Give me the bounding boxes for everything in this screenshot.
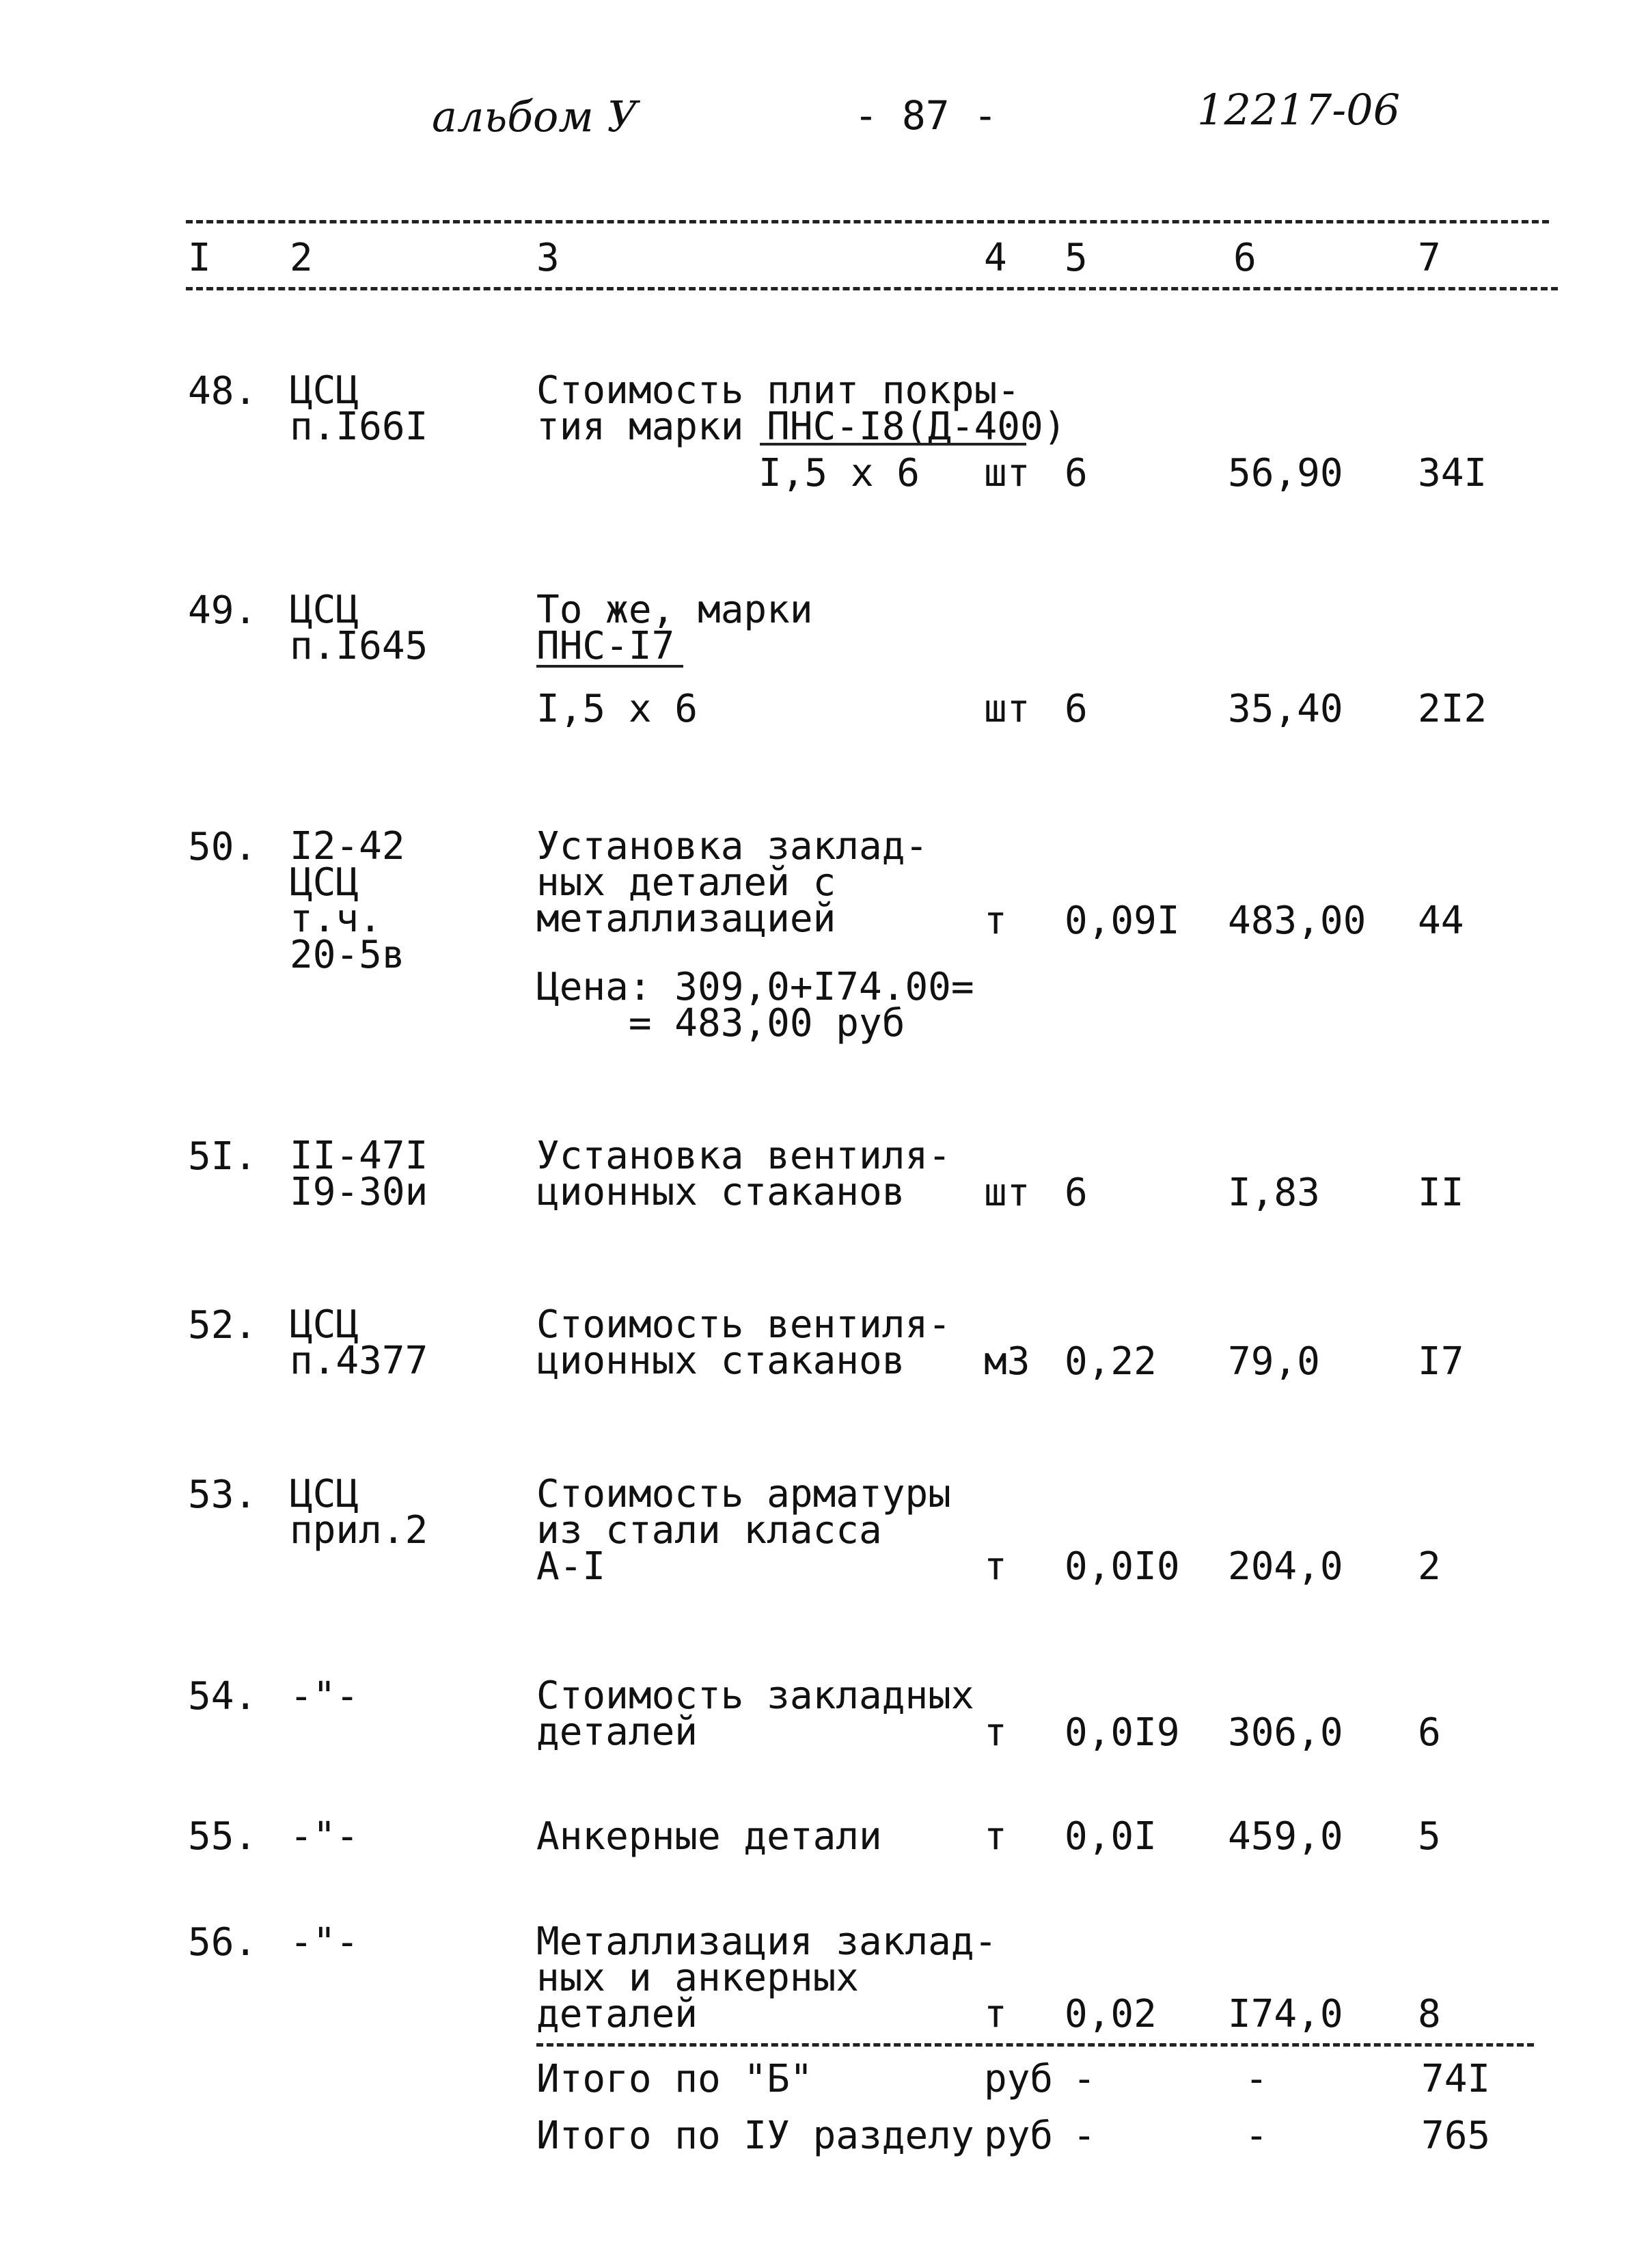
- row-48-total: 34I: [1418, 451, 1487, 495]
- row-48-unit: шт: [984, 451, 1030, 495]
- row-48-description: Стоимость плит покры- тия марки ПНС-I8(Д-400): [536, 368, 1067, 449]
- row-53-number: 53.: [188, 1473, 258, 1517]
- total-b-price: -: [1245, 2057, 1268, 2101]
- row-49-description: То же, марки ПНС-I7: [536, 588, 813, 668]
- row-49-total: 2I2: [1418, 687, 1487, 731]
- row-51-quantity: 6: [1065, 1171, 1088, 1215]
- total-b-unit: руб: [984, 2057, 1054, 2101]
- row-51-number: 5I.: [188, 1134, 258, 1179]
- row-49-unit: шт: [984, 687, 1030, 731]
- col-header-2: 2: [290, 236, 313, 280]
- row-52-total: I7: [1418, 1339, 1464, 1384]
- row-50-price-note: Цена: 309,0+I74.00= = 483,00 руб: [536, 965, 974, 1046]
- row-48-number: 48.: [188, 369, 258, 413]
- row-56-price: I74,0: [1228, 1992, 1343, 2036]
- album-label: альбом У: [432, 92, 638, 141]
- row-51-description: Установка вентиля- ционных стаканов: [536, 1134, 951, 1214]
- row-54-unit: т: [984, 1710, 1007, 1755]
- row-50-number: 50.: [188, 825, 258, 869]
- row-53-unit: т: [984, 1544, 1007, 1589]
- row-55-code: -"-: [290, 1814, 359, 1859]
- row-49-brand-underline: [536, 665, 683, 668]
- document-number: 12217-06: [1197, 85, 1401, 135]
- row-55-total: 5: [1418, 1814, 1441, 1859]
- row-50-code: I2-42 ЦСЦ т.ч. 20-5в: [290, 824, 405, 977]
- row-49-price: 35,40: [1228, 687, 1343, 731]
- row-49-quantity: 6: [1065, 687, 1088, 731]
- row-48-code: ЦСЦ п.I66I: [290, 368, 428, 449]
- row-49-code: ЦСЦ п.I645: [290, 588, 428, 668]
- row-48-quantity: 6: [1065, 451, 1088, 495]
- row-55-quantity: 0,0I: [1065, 1814, 1157, 1859]
- row-55-description: Анкерные детали: [536, 1814, 882, 1859]
- total-b-amount: 74I: [1421, 2057, 1491, 2101]
- row-55-unit: т: [984, 1814, 1007, 1859]
- row-56-unit: т: [984, 1992, 1007, 2036]
- row-54-number: 54.: [188, 1674, 258, 1719]
- row-54-description: Стоимость закладных деталей: [536, 1673, 974, 1754]
- col-header-5: 5: [1065, 236, 1088, 280]
- total-b-label: Итого по "Б": [536, 2057, 813, 2101]
- row-52-price: 79,0: [1228, 1339, 1320, 1384]
- header-top-rule: [186, 220, 1549, 223]
- col-header-1: I: [188, 236, 211, 280]
- row-54-total: 6: [1418, 1710, 1441, 1755]
- row-49-number: 49.: [188, 588, 258, 633]
- row-51-total: II: [1418, 1171, 1464, 1215]
- header-bottom-rule: [186, 287, 1558, 290]
- row-56-description: Металлизация заклад- ных и анкерных деталей: [536, 1919, 998, 2036]
- col-header-4: 4: [984, 236, 1007, 280]
- row-48-size: I,5 x 6: [758, 451, 920, 495]
- row-50-description: Установка заклад- ных деталей с металлизацией: [536, 824, 929, 941]
- row-51-unit: шт: [984, 1171, 1030, 1215]
- row-54-quantity: 0,0I9: [1065, 1710, 1180, 1755]
- row-52-code: ЦСЦ п.4377: [290, 1302, 428, 1383]
- row-51-price: I,83: [1228, 1171, 1320, 1215]
- page-number: - 87 -: [854, 92, 998, 139]
- row-56-quantity: 0,02: [1065, 1992, 1157, 2036]
- row-50-unit: т: [984, 899, 1007, 943]
- row-53-total: 2: [1418, 1544, 1441, 1589]
- row-55-price: 459,0: [1228, 1814, 1343, 1859]
- total-section-unit: руб: [984, 2114, 1054, 2158]
- row-50-total: 44: [1418, 899, 1464, 943]
- row-54-price: 306,0: [1228, 1710, 1343, 1755]
- row-51-code: II-47I I9-30и: [290, 1134, 428, 1214]
- row-52-quantity: 0,22: [1065, 1339, 1157, 1384]
- row-55-number: 55.: [188, 1814, 258, 1859]
- col-header-7: 7: [1418, 236, 1441, 280]
- row-48-price: 56,90: [1228, 451, 1343, 495]
- row-52-number: 52.: [188, 1303, 258, 1348]
- row-53-description: Стоимость арматуры из стали класса А-I: [536, 1472, 951, 1589]
- row-48-brand-underline: [760, 443, 1026, 446]
- row-53-quantity: 0,0I0: [1065, 1544, 1180, 1589]
- totals-rule: [536, 2043, 1534, 2047]
- row-56-code: -"-: [290, 1920, 359, 1965]
- total-section-label: Итого по IУ разделу: [536, 2114, 974, 2158]
- total-section-quantity: -: [1073, 2114, 1096, 2158]
- row-52-unit: м3: [984, 1339, 1030, 1384]
- total-section-price: -: [1245, 2114, 1268, 2158]
- row-54-code: -"-: [290, 1674, 359, 1719]
- row-52-description: Стоимость вентиля- ционных стаканов: [536, 1302, 951, 1383]
- total-section-amount: 765: [1421, 2114, 1491, 2158]
- row-50-price: 483,00: [1228, 899, 1367, 943]
- row-49-size: I,5 x 6: [536, 687, 698, 731]
- row-50-quantity: 0,09I: [1065, 899, 1180, 943]
- col-header-3: 3: [536, 236, 560, 280]
- col-header-6: 6: [1233, 236, 1257, 280]
- row-56-total: 8: [1418, 1992, 1441, 2036]
- row-53-price: 204,0: [1228, 1544, 1343, 1589]
- total-b-quantity: -: [1073, 2057, 1096, 2101]
- row-53-code: ЦСЦ прил.2: [290, 1472, 428, 1553]
- row-56-number: 56.: [188, 1920, 258, 1965]
